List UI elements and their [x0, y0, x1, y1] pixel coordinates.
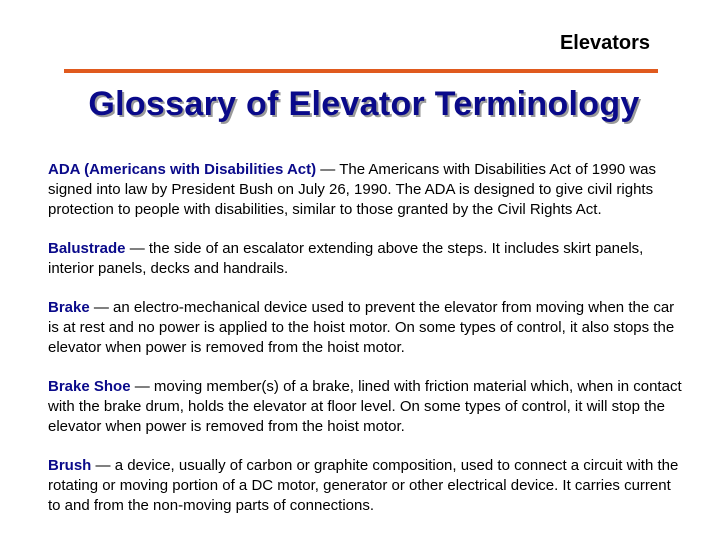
glossary-entry-balustrade	[48, 239, 682, 279]
glossary-definition: moving member(s) of a brake, lined with friction material which, when in contact with the brake drum, holds the elevator at floor level. On some types of control, it will stop the elevator when power is removed from the hoist motor.	[48, 378, 682, 435]
term-separator: —	[89, 299, 114, 316]
glossary-term: Balustrade	[48, 240, 126, 257]
glossary-term: ADA (Americans with Disabilities Act)	[48, 161, 317, 178]
glossary-entry-brake	[48, 298, 682, 358]
glossary-term: Brake Shoe	[48, 378, 131, 395]
glossary-definition: The Americans with Disabilities Act of 1990 was signed into law by President Bush on July 26, 1990. The ADA is designed to give civil rights protection to people with disabilities, similar to those granted by the Civil Rights Act.	[48, 161, 657, 218]
glossary-term: Brush	[48, 457, 92, 474]
page-title: Glossary of Elevator Terminology	[88, 85, 640, 123]
term-separator: —	[91, 457, 115, 474]
glossary-entry-brush	[48, 456, 682, 516]
glossary-list	[48, 160, 682, 535]
glossary-definition: the side of an escalator extending above the steps. It includes skirt panels, interior panels, decks and handrails.	[48, 240, 644, 277]
term-separator: —	[130, 378, 154, 395]
glossary-entry-ada	[48, 160, 682, 220]
header-divider	[64, 69, 658, 73]
glossary-definition: an electro-mechanical device used to prevent the elevator from moving when the car is at rest and no power is applied to the hoist motor. On some types of control, it also stops the elevator when power is removed from the hoist motor.	[48, 299, 675, 356]
glossary-entry-brake-shoe	[48, 377, 682, 437]
term-separator: —	[316, 161, 340, 178]
glossary-definition: a device, usually of carbon or graphite composition, used to connect a circuit with the rotating or moving portion of a DC motor, generator or other electrical device. It carries current to and from the non-moving parts of connections.	[48, 457, 679, 514]
glossary-term: Brake	[48, 299, 90, 316]
term-separator: —	[125, 240, 149, 257]
section-label: Elevators	[559, 32, 650, 54]
